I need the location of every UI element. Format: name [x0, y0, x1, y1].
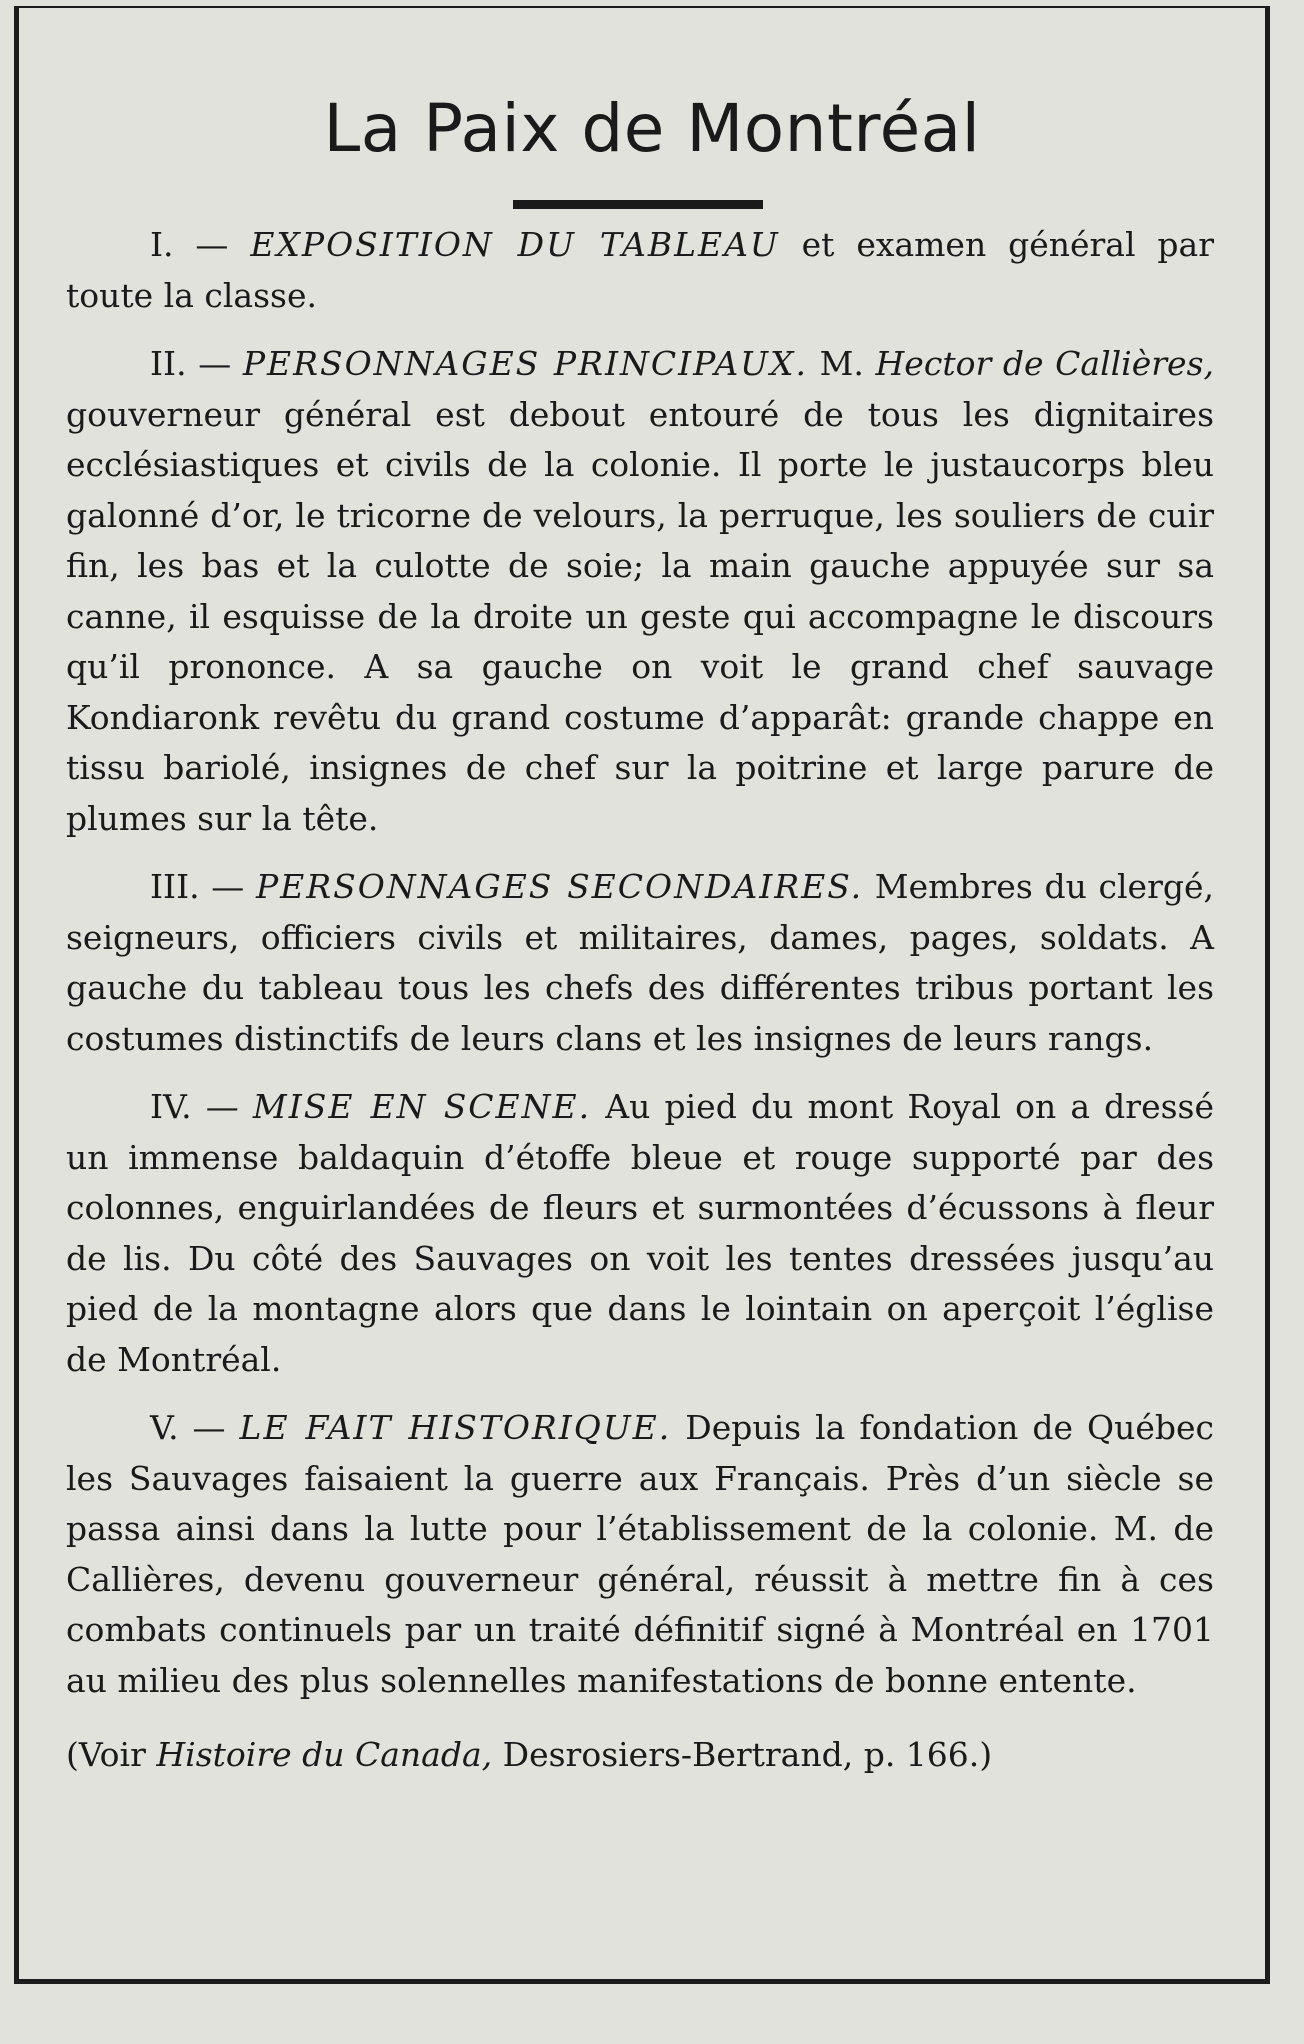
- section-heading: PERSONNAGES PRINCIPAUX.: [242, 344, 808, 383]
- reference-open: (Voir: [66, 1735, 157, 1774]
- section-heading: EXPOSITION DU TABLEAU: [250, 225, 780, 264]
- section-number: I. —: [150, 225, 251, 264]
- page-title: La Paix de Montréal: [323, 90, 981, 167]
- section-number: II. —: [150, 344, 243, 383]
- section-3: [66, 862, 1214, 1064]
- document-body: [66, 220, 1214, 1814]
- section-text: Au pied du mont Royal on a dressé un immense baldaquin d’étoffe bleue et rouge supporté par des colonnes, enguirlandées de fleurs et surmontées d’écussons à fleur de lis. Du côté des Sauvages on voit les tentes dressées jusqu’au pied de la montagne alors que dans le lointain on aperçoit l’église de Montréal.: [66, 1087, 1214, 1379]
- person-name: Hector de Callières,: [875, 344, 1214, 383]
- section-1: [66, 220, 1214, 321]
- reference-book-title: Histoire du Canada,: [156, 1735, 493, 1774]
- reference-note: [66, 1730, 1214, 1781]
- reference-rest: Desrosiers-Bertrand, p. 166.): [492, 1735, 993, 1774]
- section-text: et examen général par toute la classe.: [66, 225, 1214, 315]
- section-2: [66, 339, 1214, 844]
- section-number: III. —: [150, 867, 256, 906]
- section-4: [66, 1082, 1214, 1385]
- section-lead: M.: [807, 344, 876, 383]
- section-heading: MISE EN SCENE.: [252, 1087, 592, 1126]
- title-underline-rule: [513, 200, 763, 209]
- section-number: V. —: [150, 1408, 240, 1447]
- section-5: [66, 1403, 1214, 1706]
- section-text: Depuis la fondation de Québec les Sauvages faisaient la guerre aux Français. Près d’un siècle se passa ainsi dans la lutte pour l’établissement de la colonie. M. de Callières, devenu gouverneur général, réussit à mettre fin à ces combats continuels par un traité définitif signé à Montréal en 1701 au milieu des plus solennelles manifestations de bonne entente.: [66, 1408, 1215, 1700]
- section-number: IV. —: [150, 1087, 253, 1126]
- section-heading: PERSONNAGES SECONDAIRES.: [255, 867, 864, 906]
- section-text: Membres du clergé, seigneurs, officiers civils et militaires, dames, pages, soldats. A gauche du tableau tous les chefs des différentes tribus portant les costumes distinctifs de leurs clans et les insignes de leurs rangs.: [66, 867, 1214, 1058]
- section-text: gouverneur général est debout entouré de tous les dignitaires ecclésiastiques et civils de la colonie. Il porte le justaucorps bleu galonné d’or, le tricorne de velours, la perruque, les souliers de cuir fin, les bas et la culotte de soie; la main gauche appuyée sur sa canne, il esquisse de la droite un geste qui accompagne le discours qu’il prononce. A sa gauche on voit le grand chef sauvage Kondiaronk revêtu du grand costume d’apparât: grande chappe en tissu bariolé, insignes de chef sur la poitrine et large parure de plumes sur la tête.: [66, 394, 1214, 838]
- section-heading: LE FAIT HISTORIQUE.: [239, 1408, 672, 1447]
